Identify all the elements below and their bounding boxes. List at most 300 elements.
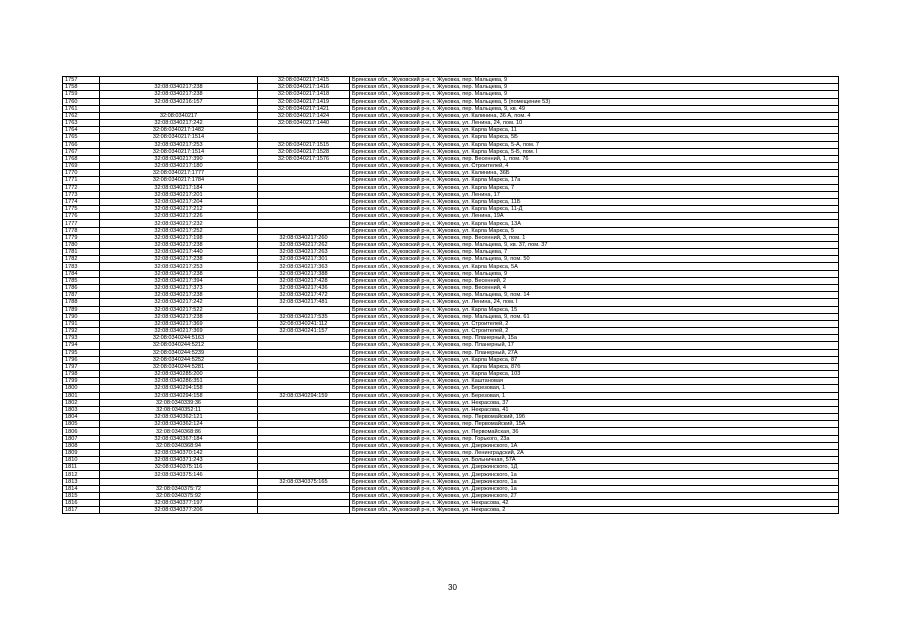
cadastral-number-cell: 32:08:0340375:72 [100, 485, 258, 492]
cadastral-number-cell: 32:08:0340217:1777 [100, 170, 258, 177]
address-cell: Брянская обл., Жуковский р-н, г. Жуковка, ул. Больничная, 57А [350, 457, 839, 464]
table-row [63, 213, 839, 220]
row-number-cell: 1776 [63, 213, 100, 220]
cadastral-number-cell: 32:08:0340370:142 [100, 449, 258, 456]
cadastral-number-cell: 32:08:0340217:226 [100, 213, 258, 220]
row-number-cell: 1786 [63, 284, 100, 291]
cadastral-number-cell: 32:08:0340217:238 [100, 256, 258, 263]
table-row [63, 284, 839, 291]
cadastral-number-cell: 32:08:0340217:394 [100, 277, 258, 284]
address-cell: Брянская обл., Жуковский р-н, г. Жуковка, ул. Дзержинского, 1а [350, 478, 839, 485]
cadastral-number-cell: 32:08:0340244:5212 [100, 342, 258, 349]
table-row [63, 457, 839, 464]
address-cell: Брянская обл., Жуковский р-н, г. Жуковка, пер. Мальцева, 7 [350, 249, 839, 256]
premises-cadastral-number-cell: 32:08:0340217:263 [258, 249, 350, 256]
row-number-cell: 1766 [63, 141, 100, 148]
address-cell: Брянская обл., Жуковский р-н, г. Жуковка, ул. Карла Маркса, 13А [350, 220, 839, 227]
row-number-cell: 1765 [63, 134, 100, 141]
premises-cadastral-number-cell: 32:08:0340217:472 [258, 292, 350, 299]
row-number-cell: 1757 [63, 77, 100, 84]
table-row [63, 227, 839, 234]
address-cell: Брянская обл., Жуковский р-н, г. Жуковка, пер. Весенний, 4 [350, 284, 839, 291]
row-number-cell: 1772 [63, 184, 100, 191]
table-row [63, 148, 839, 155]
premises-cadastral-number-cell: 32:08:0340217:428 [258, 277, 350, 284]
table-row [63, 371, 839, 378]
row-number-cell: 1792 [63, 328, 100, 335]
address-cell: Брянская обл., Жуковский р-н, г. Жуковка, ул. Некрасова, 41 [350, 406, 839, 413]
premises-cadastral-number-cell [258, 421, 350, 428]
row-number-cell: 1801 [63, 392, 100, 399]
cadastral-number-cell: 32:08:0340362:124 [100, 421, 258, 428]
row-number-cell: 1793 [63, 335, 100, 342]
premises-cadastral-number-cell [258, 213, 350, 220]
premises-cadastral-number-cell [258, 356, 350, 363]
table-row [63, 120, 839, 127]
cadastral-number-cell: 32:08:0340217:238 [100, 91, 258, 98]
row-number-cell: 1802 [63, 399, 100, 406]
cadastral-number-cell: 32:08:0340216:157 [100, 98, 258, 105]
address-cell: Брянская обл., Жуковский р-н, г. Жуковка, ул. Каштановая [350, 378, 839, 385]
cadastral-number-cell: 32:08:0340217:390 [100, 155, 258, 162]
row-number-cell: 1808 [63, 442, 100, 449]
premises-cadastral-number-cell [258, 500, 350, 507]
premises-cadastral-number-cell [258, 335, 350, 342]
cadastral-number-cell: 32:08:0340244:5163 [100, 335, 258, 342]
premises-cadastral-number-cell [258, 492, 350, 499]
row-number-cell: 1807 [63, 435, 100, 442]
row-number-cell: 1768 [63, 155, 100, 162]
row-number-cell: 1784 [63, 270, 100, 277]
cadastral-number-cell: 32:08:0340375:92 [100, 492, 258, 499]
address-cell: Брянская обл., Жуковский р-н, г. Жуковка, ул. Карла Маркса, 87 [350, 356, 839, 363]
row-number-cell: 1788 [63, 299, 100, 306]
address-cell: Брянская обл., Жуковский р-н, г. Жуковка, ул. Некрасова, 42 [350, 500, 839, 507]
address-cell: Брянская обл., Жуковский р-н, г. Жуковка, ул. Строителей, 4 [350, 163, 839, 170]
table-row [63, 141, 839, 148]
cadastral-number-cell: 32:08:0340294:158 [100, 385, 258, 392]
cadastral-number-cell: 32:08:0340217:184 [100, 184, 258, 191]
premises-cadastral-number-cell [258, 371, 350, 378]
premises-cadastral-number-cell [258, 306, 350, 313]
premises-cadastral-number-cell [258, 220, 350, 227]
cadastral-number-cell: 32:08:0340217:232 [100, 220, 258, 227]
cadastral-number-cell: 32:08:0340294:158 [100, 392, 258, 399]
address-cell: Брянская обл., Жуковский р-н, г. Жуковка, ул. Дзержинского, 1а [350, 485, 839, 492]
table-body [63, 77, 839, 514]
cadastral-number-cell: 32:08:0340368:94 [100, 442, 258, 449]
address-cell: Брянская обл., Жуковский р-н, г. Жуковка, ул. Карла Маркса, 17а [350, 177, 839, 184]
address-cell: Брянская обл., Жуковский р-н, г. Жуковка, пер. Первомайский, 15А [350, 421, 839, 428]
address-cell: Брянская обл., Жуковский р-н, г. Жуковка, ул. Строителей, 2 [350, 328, 839, 335]
address-cell: Брянская обл., Жуковский р-н, г. Жуковка, ул. Карла Маркса, 103 [350, 371, 839, 378]
row-number-cell: 1791 [63, 320, 100, 327]
cadastral-number-cell: 32:08:0340217:1514 [100, 148, 258, 155]
row-number-cell: 1764 [63, 127, 100, 134]
address-cell: Брянская обл., Жуковский р-н, г. Жуковка, ул. Карла Маркса, 11-Д [350, 206, 839, 213]
cadastral-number-cell: 32:08:0340377:197 [100, 500, 258, 507]
address-cell: Брянская обл., Жуковский р-н, г. Жуковка, пер. Мальцева, 9 [350, 270, 839, 277]
cadastral-number-cell: 32:08:0340217:238 [100, 270, 258, 277]
row-number-cell: 1794 [63, 342, 100, 349]
address-cell: Брянская обл., Жуковский р-н, г. Жуковка, пер. Ленинградский, 2А [350, 449, 839, 456]
row-number-cell: 1759 [63, 91, 100, 98]
table-row [63, 163, 839, 170]
table-row [63, 406, 839, 413]
row-number-cell: 1806 [63, 428, 100, 435]
premises-cadastral-number-cell: 32:08:0340241:112 [258, 320, 350, 327]
row-number-cell: 1817 [63, 507, 100, 514]
cadastral-number-cell [100, 105, 258, 112]
premises-cadastral-number-cell [258, 435, 350, 442]
address-cell: Брянская обл., Жуковский р-н, г. Жуковка, ул. Березовая, 1 [350, 392, 839, 399]
row-number-cell: 1805 [63, 421, 100, 428]
cadastral-number-cell: 32:08:0340371:243 [100, 457, 258, 464]
row-number-cell: 1803 [63, 406, 100, 413]
premises-cadastral-number-cell: 32:08:0340217:388 [258, 270, 350, 277]
premises-cadastral-number-cell [258, 378, 350, 385]
row-number-cell: 1810 [63, 457, 100, 464]
row-number-cell: 1796 [63, 356, 100, 363]
row-number-cell: 1779 [63, 234, 100, 241]
premises-cadastral-number-cell: 32:08:0340217:1440 [258, 120, 350, 127]
cadastral-number-cell: 32:08:0340217:252 [100, 227, 258, 234]
premises-cadastral-number-cell: 32:08:0340217:1419 [258, 98, 350, 105]
row-number-cell: 1814 [63, 485, 100, 492]
cadastral-number-cell: 32:08:0340217 [100, 112, 258, 119]
premises-cadastral-number-cell [258, 163, 350, 170]
address-cell: Брянская обл., Жуковский р-н, г. Жуковка, ул. Карла Маркса, 7 [350, 184, 839, 191]
row-number-cell: 1760 [63, 98, 100, 105]
address-cell: Брянская обл., Жуковский р-н, г. Жуковка, ул. Ленина, 24, пом. I [350, 299, 839, 306]
table-row [63, 292, 839, 299]
row-number-cell: 1782 [63, 256, 100, 263]
cadastral-number-cell: 32:08:0340217:1514 [100, 134, 258, 141]
row-number-cell: 1812 [63, 471, 100, 478]
address-cell: Брянская обл., Жуковский р-н, г. Жуковка, ул. Некрасова, 37 [350, 399, 839, 406]
address-cell: Брянская обл., Жуковский р-н, г. Жуковка, ул. Первомайская, 36 [350, 428, 839, 435]
address-cell: Брянская обл., Жуковский р-н, г. Жуковка, пер. Мальцева, 9 [350, 91, 839, 98]
cadastral-number-cell: 32:08:0340217:253 [100, 141, 258, 148]
table-row [63, 414, 839, 421]
table-row [63, 492, 839, 499]
address-cell: Брянская обл., Жуковский р-н, г. Жуковка, пер. Планерный, 15а [350, 335, 839, 342]
premises-cadastral-number-cell: 32:08:0340294:159 [258, 392, 350, 399]
premises-cadastral-number-cell [258, 507, 350, 514]
table-row [63, 349, 839, 356]
row-number-cell: 1771 [63, 177, 100, 184]
premises-cadastral-number-cell [258, 184, 350, 191]
row-number-cell: 1809 [63, 449, 100, 456]
table-row [63, 184, 839, 191]
premises-cadastral-number-cell [258, 342, 350, 349]
row-number-cell: 1770 [63, 170, 100, 177]
table-row [63, 191, 839, 198]
table-row [63, 392, 839, 399]
table-row [63, 435, 839, 442]
address-cell: Брянская обл., Жуковский р-н, г. Жуковка, ул. Ленина, 24, пом. 10 [350, 120, 839, 127]
address-cell: Брянская обл., Жуковский р-н, г. Жуковка, ул. Карла Маркса, 11Б [350, 198, 839, 205]
table-row [63, 77, 839, 84]
premises-cadastral-number-cell [258, 414, 350, 421]
table-row [63, 198, 839, 205]
premises-cadastral-number-cell: 32:08:0340217:1418 [258, 91, 350, 98]
address-cell: Брянская обл., Жуковский р-н, г. Жуковка, ул. Строителей, 2 [350, 320, 839, 327]
address-cell: Брянская обл., Жуковский р-н, г. Жуковка, пер. Мальцева, 9 [350, 84, 839, 91]
premises-cadastral-number-cell [258, 206, 350, 213]
table-row [63, 134, 839, 141]
cadastral-number-cell: 32:08:0340286:351 [100, 378, 258, 385]
cadastral-number-cell: 32:08:0340367:184 [100, 435, 258, 442]
cadastral-number-cell: 32:08:0340217:373 [100, 284, 258, 291]
table-row [63, 98, 839, 105]
row-number-cell: 1789 [63, 306, 100, 313]
premises-cadastral-number-cell [258, 406, 350, 413]
cadastral-number-cell: 32:08:0340285:200 [100, 371, 258, 378]
premises-cadastral-number-cell [258, 457, 350, 464]
address-cell: Брянская обл., Жуковский р-н, г. Жуковка, ул. Карла Маркса, 11 [350, 127, 839, 134]
table-row [63, 428, 839, 435]
table-row [63, 206, 839, 213]
premises-cadastral-number-cell: 32:08:0340217:1421 [258, 105, 350, 112]
address-cell: Брянская обл., Жуковский р-н, г. Жуковка, ул. Карла Маркса, 5 [350, 227, 839, 234]
premises-cadastral-number-cell: 32:08:0340217:1515 [258, 141, 350, 148]
row-number-cell: 1769 [63, 163, 100, 170]
table-row [63, 320, 839, 327]
row-number-cell: 1773 [63, 191, 100, 198]
table-row [63, 363, 839, 370]
address-cell: Брянская обл., Жуковский р-н, г. Жуковка, пер. Мальцева, 9, пом. 61 [350, 313, 839, 320]
cadastral-number-cell: 32:08:0340217:238 [100, 241, 258, 248]
row-number-cell: 1785 [63, 277, 100, 284]
cadastral-number-cell: 32:08:0340217:1784 [100, 177, 258, 184]
cadastral-number-cell [100, 478, 258, 485]
table-row [63, 277, 839, 284]
cadastral-number-cell: 32:08:0340217:238 [100, 313, 258, 320]
row-number-cell: 1767 [63, 148, 100, 155]
premises-cadastral-number-cell [258, 134, 350, 141]
premises-cadastral-number-cell [258, 227, 350, 234]
cadastral-number-cell: 32:08:0340217:1482 [100, 127, 258, 134]
table-row [63, 328, 839, 335]
premises-cadastral-number-cell [258, 485, 350, 492]
address-cell: Брянская обл., Жуковский р-н, г. Жуковка, ул. Дзержинского, 1А [350, 442, 839, 449]
table-row [63, 299, 839, 306]
table-row [63, 335, 839, 342]
row-number-cell: 1780 [63, 241, 100, 248]
row-number-cell: 1762 [63, 112, 100, 119]
table-row [63, 177, 839, 184]
address-cell: Брянская обл., Жуковский р-н, г. Жуковка, пер. Планерный, 27А [350, 349, 839, 356]
cadastral-number-cell: 32:08:0340217:204 [100, 198, 258, 205]
row-number-cell: 1777 [63, 220, 100, 227]
table-row [63, 241, 839, 248]
cadastral-number-cell: 32:08:0340362:121 [100, 414, 258, 421]
row-number-cell: 1811 [63, 464, 100, 471]
premises-cadastral-number-cell: 32:08:0340217:1576 [258, 155, 350, 162]
cadastral-number-cell: 32:08:0340217:201 [100, 191, 258, 198]
address-cell: Брянская обл., Жуковский р-н, г. Жуковка, ул. Карла Маркса, 5А [350, 263, 839, 270]
cadastral-number-cell: 32:08:0340375:116 [100, 464, 258, 471]
table-row [63, 91, 839, 98]
table-row [63, 449, 839, 456]
table-row [63, 105, 839, 112]
row-number-cell: 1781 [63, 249, 100, 256]
cadastral-number-cell: 32:08:0340217:253 [100, 263, 258, 270]
premises-cadastral-number-cell: 32:08:0340217:436 [258, 284, 350, 291]
address-cell: Брянская обл., Жуковский р-н, г. Жуковка, пер. Первомайский, 19б [350, 414, 839, 421]
cadastral-number-cell: 32:08:0340217:238 [100, 84, 258, 91]
table-row [63, 249, 839, 256]
property-registry-table [62, 76, 839, 514]
table-row [63, 464, 839, 471]
table-row [63, 263, 839, 270]
row-number-cell: 1761 [63, 105, 100, 112]
row-number-cell: 1775 [63, 206, 100, 213]
address-cell: Брянская обл., Жуковский р-н, г. Жуковка, ул. Карла Маркса, 15 [350, 306, 839, 313]
cadastral-number-cell: 32:08:0340244:5281 [100, 363, 258, 370]
premises-cadastral-number-cell: 32:08:0340217:363 [258, 263, 350, 270]
table-row [63, 155, 839, 162]
table-row [63, 378, 839, 385]
address-cell: Брянская обл., Жуковский р-н, г. Жуковка, ул. Карла Маркса, 5Б [350, 134, 839, 141]
premises-cadastral-number-cell [258, 127, 350, 134]
table-row [63, 342, 839, 349]
premises-cadastral-number-cell: 32:08:0340217:1424 [258, 112, 350, 119]
premises-cadastral-number-cell [258, 191, 350, 198]
cadastral-number-cell: 32:08:0340217:522 [100, 306, 258, 313]
address-cell: Брянская обл., Жуковский р-н, г. Жуковка, ул. Некрасова, 2 [350, 507, 839, 514]
address-cell: Брянская обл., Жуковский р-н, г. Жуковка, пер. Мальцева, 5 (помещение 53) [350, 98, 839, 105]
premises-cadastral-number-cell [258, 449, 350, 456]
table-row [63, 442, 839, 449]
premises-cadastral-number-cell: 32:08:0340217:1415 [258, 77, 350, 84]
row-number-cell: 1795 [63, 349, 100, 356]
table-row [63, 421, 839, 428]
row-number-cell: 1799 [63, 378, 100, 385]
row-number-cell: 1758 [63, 84, 100, 91]
cadastral-number-cell: 32:08:0340352:11 [100, 406, 258, 413]
row-number-cell: 1798 [63, 371, 100, 378]
table-row [63, 220, 839, 227]
address-cell: Брянская обл., Жуковский р-н, г. Жуковка, пер. Горького, 23а [350, 435, 839, 442]
cadastral-number-cell: 32:08:0340217:198 [100, 234, 258, 241]
row-number-cell: 1813 [63, 478, 100, 485]
premises-cadastral-number-cell: 32:08:0340217:260 [258, 234, 350, 241]
address-cell: Брянская обл., Жуковский р-н, г. Жуковка, пер. Мальцева, 9, кв. 37, пом. 37 [350, 241, 839, 248]
cadastral-number-cell: 32:08:0340217:238 [100, 292, 258, 299]
table-row [63, 270, 839, 277]
page-number: 30 [448, 583, 457, 592]
premises-cadastral-number-cell [258, 385, 350, 392]
table-row [63, 112, 839, 119]
row-number-cell: 1800 [63, 385, 100, 392]
cadastral-number-cell: 32:08:0340217:369 [100, 328, 258, 335]
address-cell: Брянская обл., Жуковский р-н, г. Жуковка, пер. Мальцева, 9 [350, 77, 839, 84]
premises-cadastral-number-cell [258, 442, 350, 449]
table-row [63, 234, 839, 241]
table-row [63, 127, 839, 134]
address-cell: Брянская обл., Жуковский р-н, г. Жуковка, ул. Дзержинского, 27 [350, 492, 839, 499]
address-cell: Брянская обл., Жуковский р-н, г. Жуковка, пер. Весенний, 1, пом. 76 [350, 155, 839, 162]
cadastral-number-cell: 32:08:0340339:36 [100, 399, 258, 406]
address-cell: Брянская обл., Жуковский р-н, г. Жуковка, ул. Калинина, 36Б [350, 170, 839, 177]
premises-cadastral-number-cell [258, 471, 350, 478]
cadastral-number-cell: 32:08:0340217:180 [100, 163, 258, 170]
row-number-cell: 1804 [63, 414, 100, 421]
address-cell: Брянская обл., Жуковский р-н, г. Жуковка, ул. Березовая, 1 [350, 385, 839, 392]
row-number-cell: 1787 [63, 292, 100, 299]
table-row [63, 84, 839, 91]
premises-cadastral-number-cell: 32:08:0340217:1528 [258, 148, 350, 155]
table-row [63, 313, 839, 320]
premises-cadastral-number-cell [258, 464, 350, 471]
cadastral-number-cell: 32:08:0340244:5239 [100, 349, 258, 356]
address-cell: Брянская обл., Жуковский р-н, г. Жуковка, пер. Весенний, 2 [350, 277, 839, 284]
row-number-cell: 1816 [63, 500, 100, 507]
premises-cadastral-number-cell [258, 170, 350, 177]
table-row [63, 399, 839, 406]
cadastral-number-cell: 32:08:0340217:242 [100, 120, 258, 127]
cadastral-number-cell: 32:08:0340377:206 [100, 507, 258, 514]
premises-cadastral-number-cell [258, 198, 350, 205]
table-row [63, 306, 839, 313]
cadastral-number-cell: 32:08:0340217:369 [100, 320, 258, 327]
row-number-cell: 1797 [63, 363, 100, 370]
cadastral-number-cell: 32:08:0340217:212 [100, 206, 258, 213]
cadastral-number-cell: 32:08:0340217:242 [100, 299, 258, 306]
row-number-cell: 1774 [63, 198, 100, 205]
table-row [63, 256, 839, 263]
premises-cadastral-number-cell [258, 177, 350, 184]
address-cell: Брянская обл., Жуковский р-н, г. Жуковка, пер. Мальцева, 9, пом. 14 [350, 292, 839, 299]
row-number-cell: 1778 [63, 227, 100, 234]
table-row [63, 485, 839, 492]
cadastral-number-cell: 32:08:0340368:86 [100, 428, 258, 435]
premises-cadastral-number-cell: 32:08:0340217:301 [258, 256, 350, 263]
cadastral-number-cell: 32:08:0340375:146 [100, 471, 258, 478]
premises-cadastral-number-cell: 32:08:0340217:1416 [258, 84, 350, 91]
address-cell: Брянская обл., Жуковский р-н, г. Жуковка, ул. Карла Маркса, 5-Б, пом. I [350, 148, 839, 155]
table-row [63, 471, 839, 478]
address-cell: Брянская обл., Жуковский р-н, г. Жуковка, ул. Ленина, 17 [350, 191, 839, 198]
table-row [63, 385, 839, 392]
address-cell: Брянская обл., Жуковский р-н, г. Жуковка, ул. Карла Маркса, 87б [350, 363, 839, 370]
premises-cadastral-number-cell [258, 363, 350, 370]
premises-cadastral-number-cell: 32:08:0340217:535 [258, 313, 350, 320]
row-number-cell: 1815 [63, 492, 100, 499]
address-cell: Брянская обл., Жуковский р-н, г. Жуковка, ул. Карла Маркса, 5-А, пом. 7 [350, 141, 839, 148]
cadastral-number-cell: 32:08:0340244:5252 [100, 356, 258, 363]
table-row [63, 500, 839, 507]
row-number-cell: 1763 [63, 120, 100, 127]
premises-cadastral-number-cell: 32:08:0340375:165 [258, 478, 350, 485]
address-cell: Брянская обл., Жуковский р-н, г. Жуковка, ул. Ленина, 19А [350, 213, 839, 220]
premises-cadastral-number-cell: 32:08:0340241:157 [258, 328, 350, 335]
address-cell: Брянская обл., Жуковский р-н, г. Жуковка, ул. Калинина, 36 А, пом. 4 [350, 112, 839, 119]
premises-cadastral-number-cell [258, 349, 350, 356]
address-cell: Брянская обл., Жуковский р-н, г. Жуковка, пер. Мальцева, 9, кв. 49 [350, 105, 839, 112]
cadastral-number-cell: 32:08:0340217:440 [100, 249, 258, 256]
table-row [63, 170, 839, 177]
address-cell: Брянская обл., Жуковский р-н, г. Жуковка, пер. Мальцева, 9, пом. 50 [350, 256, 839, 263]
row-number-cell: 1783 [63, 263, 100, 270]
table-row [63, 507, 839, 514]
address-cell: Брянская обл., Жуковский р-н, г. Жуковка, пер. Планерный, 17 [350, 342, 839, 349]
cadastral-number-cell [100, 77, 258, 84]
address-cell: Брянская обл., Жуковский р-н, г. Жуковка, ул. Дзержинского, 1Д [350, 464, 839, 471]
premises-cadastral-number-cell [258, 428, 350, 435]
